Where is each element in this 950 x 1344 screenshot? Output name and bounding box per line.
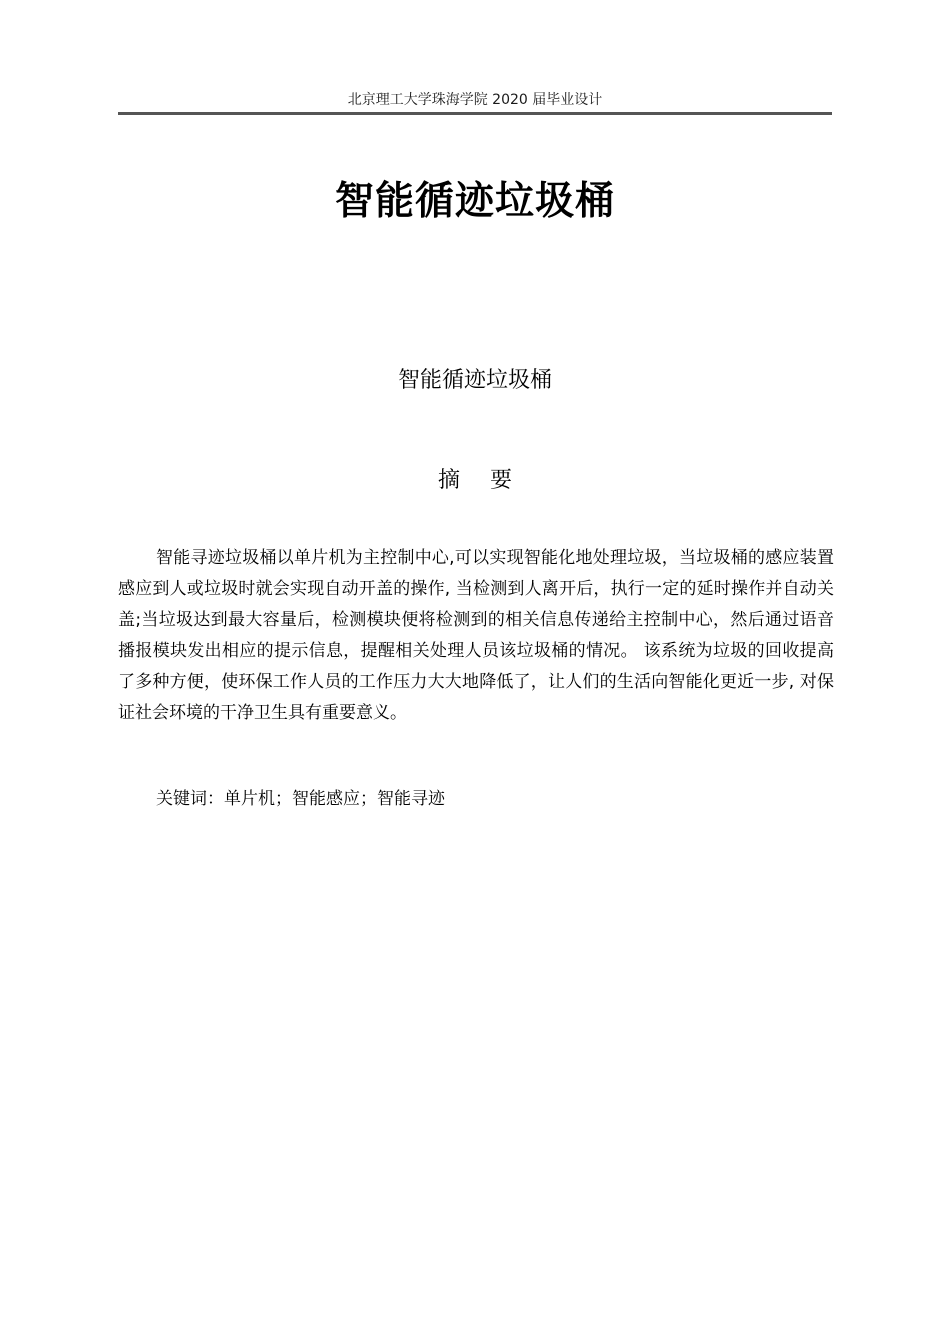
abstract-heading: 摘要 bbox=[437, 468, 542, 493]
document-subtitle: 智能循迹垃圾桶 bbox=[397, 368, 552, 393]
page-header: 北京理工大学珠海学院 2020 届毕业设计 bbox=[347, 92, 603, 108]
keywords-line: 关键词：单片机；智能感应；智能寻迹 bbox=[156, 789, 445, 809]
header-divider bbox=[118, 112, 832, 115]
document-title: 智能循迹垃圾桶 bbox=[334, 179, 615, 224]
abstract-body: 智能寻迹垃圾桶以单片机为主控制中心,可以实现智能化地处理垃圾，当垃圾桶的感应装置感应到人或垃圾时就会实现自动开盖的操作, 当检测到人离开后，执行一定的延时操作并自动关盖;当垃圾达到最大容量后，检测模块便将检测到的相关信息传递给主控制中心，然后通过语音播报模块发出相应的提示信息，提醒相关处理人员该垃圾桶的情况。 该系统为垃圾的回收提高了多种方便，使环保工作人员的工作压力大大地降低了，让人们的生活向智能化更近一步, 对保证社会环境的干净卫生具有重要意义。 bbox=[118, 548, 834, 723]
